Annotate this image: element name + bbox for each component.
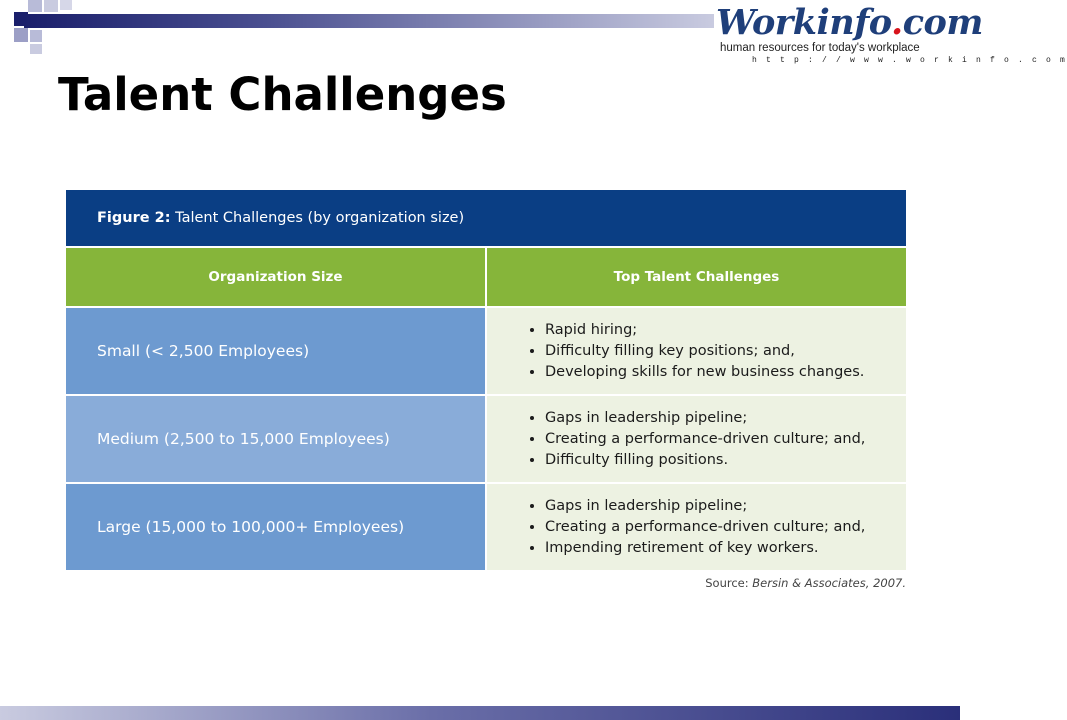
challenge-list (487, 408, 906, 471)
logo-title (716, 2, 983, 43)
source-label: Source: (705, 576, 749, 590)
decor-square-lavender (30, 30, 42, 42)
talent-table (66, 246, 906, 570)
slide-title: Talent Challenges (58, 68, 507, 121)
challenge-item: • Difficulty filling positions. (545, 450, 906, 471)
challenge-item: • Difficulty filling key positions; and, (545, 341, 906, 362)
logo-dot: . (891, 2, 903, 43)
source-text: Bersin & Associates, 2007. (752, 576, 906, 590)
decor-square-lavender (60, 0, 72, 10)
challenge-item: • Creating a performance-driven culture; and, (545, 429, 906, 450)
table-row (66, 483, 906, 570)
table-row (66, 307, 906, 395)
workinfo-logo (712, 0, 1067, 68)
bottom-gradient-bar (0, 706, 960, 720)
logo-url: h t t p : / / w w w . w o r k i n f o . c o m (752, 56, 1067, 65)
source-citation (66, 576, 906, 590)
figure-table (66, 190, 906, 590)
challenge-item: • Gaps in leadership pipeline; (545, 408, 906, 429)
organization-size-cell: Medium (2,500 to 15,000 Employees) (66, 395, 486, 483)
decor-square-lavender (44, 0, 58, 12)
figure-title: Talent Challenges (by organization size) (175, 210, 465, 226)
top-gradient-bar (24, 14, 714, 28)
figure-label: Figure 2: (97, 210, 171, 226)
challenges-cell (486, 307, 906, 395)
table-header-row (66, 247, 906, 307)
organization-size-cell: Large (15,000 to 100,000+ Employees) (66, 483, 486, 570)
column-header-top-talent-challenges: Top Talent Challenges (486, 247, 906, 307)
decor-square-lavender (30, 44, 42, 54)
challenge-list (487, 496, 906, 559)
figure-header (66, 190, 906, 246)
challenge-item: • Impending retirement of key workers. (545, 538, 906, 559)
decor-square-lavender (28, 0, 42, 12)
challenge-list (487, 320, 906, 383)
logo-tld: com (902, 2, 983, 43)
challenges-cell (486, 483, 906, 570)
challenge-item: • Creating a performance-driven culture; and, (545, 517, 906, 538)
challenge-item: • Developing skills for new business changes. (545, 362, 906, 383)
table-row (66, 395, 906, 483)
column-header-organization-size: Organization Size (66, 247, 486, 307)
challenge-item: • Gaps in leadership pipeline; (545, 496, 906, 517)
organization-size-cell: Small (< 2,500 Employees) (66, 307, 486, 395)
logo-tagline: human resources for today's workplace (720, 42, 920, 54)
challenges-cell (486, 395, 906, 483)
logo-name: Workinfo (716, 2, 892, 43)
challenge-item: • Rapid hiring; (545, 320, 906, 341)
decor-square-lavender (14, 28, 28, 42)
